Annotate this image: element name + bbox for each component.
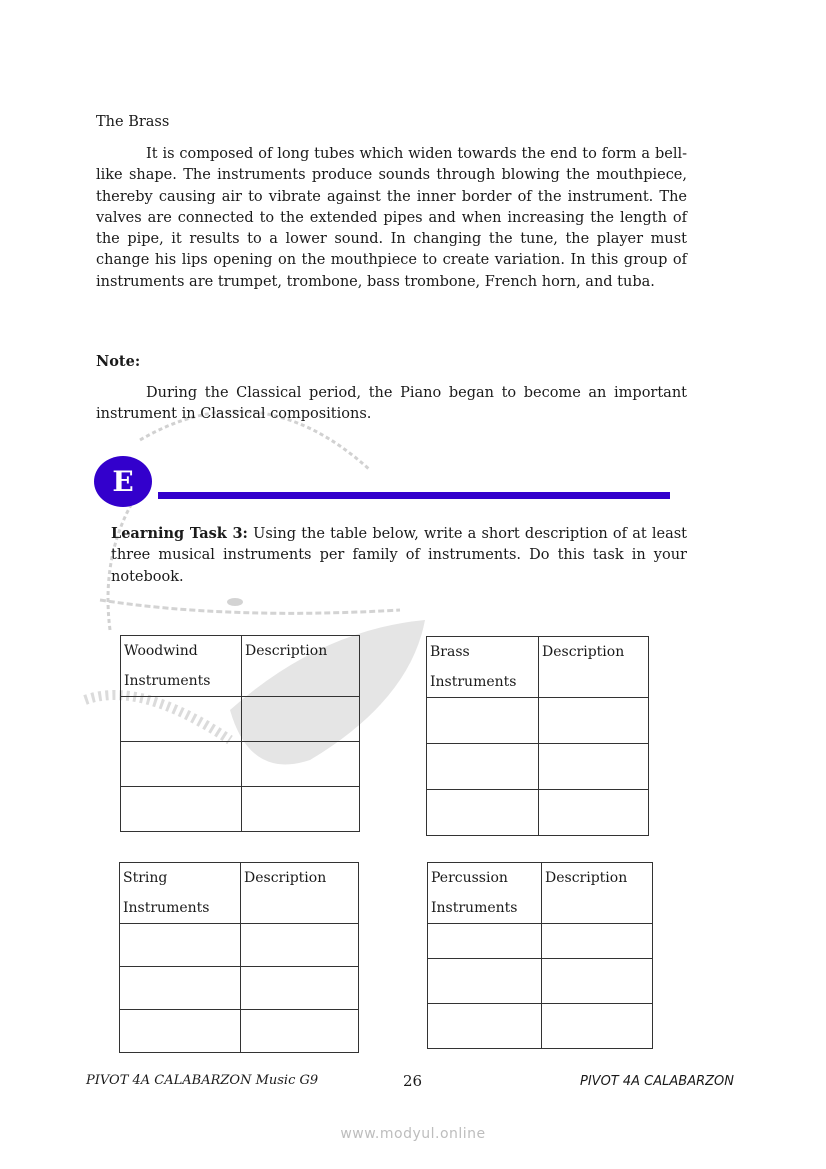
section-divider-line [158, 492, 670, 499]
note-paragraph-text: During the Classical period, the Piano began to become an important instrument in Classical compositions. [96, 385, 687, 423]
instrument-cell[interactable] [120, 1010, 241, 1053]
table-row [120, 924, 359, 967]
instrument-cell[interactable] [120, 924, 241, 967]
page-number: 26 [403, 1072, 423, 1090]
description-cell[interactable] [539, 698, 649, 744]
table-header-instruments [121, 636, 242, 697]
note-label: Note: [96, 353, 141, 370]
instrument-cell[interactable] [428, 959, 542, 1004]
string-instruments-table [119, 862, 359, 1053]
header-line-1: Brass [430, 644, 470, 660]
brass-paragraph [96, 144, 687, 293]
table-header-description: Description [539, 637, 649, 698]
learning-task-label: Learning Task 3: [111, 525, 248, 542]
table-row [428, 1004, 653, 1049]
instrument-cell[interactable] [428, 924, 542, 959]
instrument-cell[interactable] [427, 698, 539, 744]
description-cell[interactable] [242, 787, 360, 832]
learning-task-instructions: Using the table below, write a short description of at least three musical instruments per family of instruments. Do this task in your notebook. [111, 526, 687, 585]
description-cell[interactable] [539, 790, 649, 836]
instrument-cell[interactable] [121, 697, 242, 742]
description-cell[interactable] [242, 697, 360, 742]
instrument-cell[interactable] [427, 744, 539, 790]
instrument-cell[interactable] [121, 742, 242, 787]
table-row [427, 790, 649, 836]
learning-task-paragraph [111, 523, 687, 588]
table-row [120, 1010, 359, 1053]
description-cell[interactable] [242, 742, 360, 787]
footer-right: PIVOT 4A CALABARZON [580, 1074, 734, 1089]
header-line-2: Instruments [430, 674, 517, 690]
header-line-1: Woodwind [124, 643, 198, 659]
description-cell[interactable] [542, 959, 653, 1004]
instrument-cell[interactable] [427, 790, 539, 836]
table-header-description: Description [242, 636, 360, 697]
table-row [428, 959, 653, 1004]
table-row [427, 744, 649, 790]
table-row [120, 967, 359, 1010]
table-row [121, 787, 360, 832]
brass-instruments-table [426, 636, 649, 836]
instrument-cell[interactable] [121, 787, 242, 832]
header-line-2: Instruments [431, 900, 518, 916]
table-header-instruments [120, 863, 241, 924]
instrument-cell[interactable] [428, 1004, 542, 1049]
table-row [428, 924, 653, 959]
note-paragraph [96, 383, 687, 426]
table-header-description: Description [241, 863, 359, 924]
table-row [427, 698, 649, 744]
woodwind-instruments-table [120, 635, 360, 832]
description-cell[interactable] [542, 1004, 653, 1049]
table-row [121, 742, 360, 787]
header-line-2: Instruments [123, 900, 210, 916]
description-cell[interactable] [241, 1010, 359, 1053]
header-line-2: Instruments [124, 673, 211, 689]
footer-left: PIVOT 4A CALABARZON Music G9 [86, 1073, 319, 1088]
site-watermark: www.modyul.online [340, 1126, 486, 1142]
percussion-instruments-table [427, 862, 653, 1049]
description-cell[interactable] [539, 744, 649, 790]
description-cell[interactable] [241, 967, 359, 1010]
brass-paragraph-text: It is composed of long tubes which widen towards the end to form a bell-like shape. The instruments produce sounds through blowing the mouthpiece, thereby causing air to vibrate against the inner border of the instrument. The valves are connected to the extended pipes and when increasing the length of the pipe, it results to a lower sound. In changing the tune, the player must change his lips opening on the mouthpiece to create variation. In this group of instruments are trumpet, trombone, bass trombone, French horn, and tuba. [96, 146, 687, 290]
table-header-instruments [428, 863, 542, 924]
section-title-brass: The Brass [96, 114, 170, 130]
table-header-description: Description [542, 863, 653, 924]
description-cell[interactable] [542, 924, 653, 959]
activity-badge-e: E [94, 456, 152, 507]
header-line-1: Percussion [431, 870, 508, 886]
header-line-1: String [123, 870, 168, 886]
table-header-instruments [427, 637, 539, 698]
description-cell[interactable] [241, 924, 359, 967]
instrument-cell[interactable] [120, 967, 241, 1010]
table-row [121, 697, 360, 742]
